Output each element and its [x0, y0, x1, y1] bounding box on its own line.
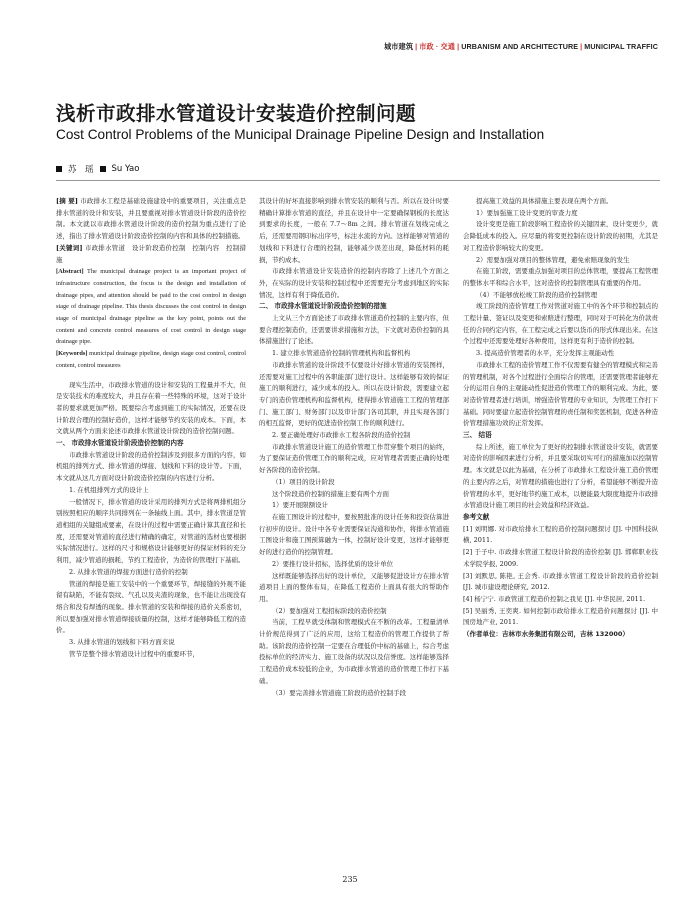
- reference-item: [2] 于子中. 市政排水管道工程设计阶段的造价控制 [J]. 邯郸职业技术学院学报, 2009.: [463, 548, 658, 568]
- abstract-cn: [56, 196, 246, 243]
- paragraph: 在施工图设计的过程中，要按照批准的设计任务和投资估算进行初步的设计。设计中各专业需要保证沟通和协作，将排水管道施工图设计和施工图预算融为一体，控制好设计变更，这样才能够更好的进行造价的控制管理。: [259, 512, 449, 557]
- abstract-cn-label: [摘 要]: [56, 197, 78, 205]
- subheading: （1）项目的设计阶段: [272, 477, 335, 486]
- author-en: Su Yao: [111, 164, 140, 174]
- paragraph: 现实生活中，市政排水管道的设计和安装的工程量并不大，但是安装技术的难度较大，并且存在着一些特殊的环境，这对于设计者的要求就更加严格。既要综合考虑到施工的实际情况，还要在设计阶段合理的控制好造价，这样才能够节约安装的成本。下面，本文就从两个方面来论述市政排水管道设计阶段的造价控制问题。: [56, 380, 246, 436]
- references-list: [463, 524, 658, 629]
- abstract-en: [56, 266, 246, 348]
- section-heading-3: 三、 结语: [463, 431, 492, 440]
- keywords-cn: [56, 243, 246, 266]
- paragraph: 竣工阶段的造价管理工作对管道对施工中的各个环节和控制点的工程计量、签证以及变更和索赔进行整理，同时对于可转化为价款责任的合同约定内容，在工程完成之后要以货币的形式体现出来。在这个过程中还需要处理好各种费用，这样更有利于造价的控制。: [463, 302, 658, 346]
- paragraph: 上文从三个方面论述了市政排水管道造价控制的主要内容，但要合理控制造价，还需要讲求措施和方法，下文就对造价控制的具体措施进行了论述。: [259, 314, 449, 346]
- paragraph: 提高施工效益的具体措施主要表现在两个方面。: [476, 197, 613, 205]
- paragraph: 市政排水管道设计施工的造价管理工作贯穿整个项目的始终，为了要保证造价管理工作的顺利完成，应对管理者需要正确的处理好各阶段的造价控制。: [259, 442, 449, 475]
- keywords-en-text: municipal drainage pipeline, design stage cost control, control content, control measures: [56, 350, 246, 369]
- paragraph: 设计变更是施工阶段影响工程造价的关键因素，设计变更少，就会降低成本的投入。应尽量的将变更控制在设计阶段的初期，尤其是对工程造价影响较大的变更。: [463, 220, 658, 252]
- subheading: 1. 建立排水管道造价控制的管理机构和监督机构: [272, 349, 411, 358]
- header-section: 城市建筑: [383, 42, 414, 51]
- subheading: 2. 从排水管道的焊接方面进行造价的控制: [69, 567, 188, 576]
- section-heading-1: 一、 市政排水管道设计阶段造价控制的内容: [56, 439, 184, 448]
- reference-item: [4] 杨宁宁. 市政管道工程造价控制之我见 [J]. 中华民居, 2011.: [463, 594, 646, 603]
- paragraph: 管节是整个排水管道设计过程中的重要环节，: [69, 649, 199, 658]
- paragraph: 市政排水工程的造价管理工作不仅需要有健全的管理模式和完善的管理机制，对各个过程进行全面综合的管理，还需要管理者能够充分的运用自身的主观能动性促进造价管理工作的顺利完成。为此，要对造价管理者进行培训，增强造价管理的专业知识，为管理工作打下基础。同时要建立起造价控制管理的责任制和奖惩机制，促进各种造价管理措施功效的正常发挥。: [463, 360, 658, 428]
- keywords-en: [56, 348, 246, 371]
- author-square-icon: [100, 166, 106, 172]
- keywords-cn-label: [关键词]: [56, 243, 83, 252]
- paragraph: 市政排水管道设计阶段的造价控制涉及到很多方面的内容，如机组的排列方式、排水管道的焊接、划线和下料的设计等。下面，本文就从这几方面对设计阶段造价控制的内容进行分析。: [56, 450, 246, 483]
- abstract-en-label: [Abstract]: [56, 268, 84, 276]
- subheading: 3. 从排水管道的划线和下料方面来说: [69, 638, 175, 647]
- reference-item: [1] 刘明娜. 对市政给排水工程的造价控制问题探讨 [J]. 中国科技纵横, 2011.: [463, 524, 658, 545]
- abstract-cn-text: 市政排水工程是基础设施建设中的重要项目，关注重点是排水管道的设计和安装，并且要重视对排水管道设计阶段的造价控制。本文就以市政排水管道设计阶段的造价控制为重点进行了论述，指出了排水管道设计阶段造价控制的内容和具体的控制措施。: [56, 197, 246, 241]
- subheading: 2）需要加强对项目的整体管理，避免索赔现象的发生: [476, 255, 630, 264]
- reference-item: [5] 吴丽秀, 王奕爽. 如何控制市政给排水工程造价问题探讨 [J]. 中国房地产业, 2011.: [463, 606, 658, 627]
- author-cn: 苏 瑶: [68, 165, 94, 175]
- paragraph: 一般情况下，排水管道的设计采用的排列方式是将两排机组分别按照相应的顺序共同排列在一条轴线上面。其中，排水管道是管道相组的关键组成要素，在设计的过程中需要正确计算其直径和长度，还需要对管道的直径进行精确的确定，对管道的选材也要根据实际情况进行。这样的尺寸和规格设计能够更好的保证材料的充分利用，减少管道的损耗，节约工程造价，为造价的管理打下基础。: [56, 497, 246, 565]
- author-affiliation: （作者单位：吉林市水务集团有限公司，吉林 132000）: [463, 630, 629, 639]
- title-rule: [56, 180, 660, 181]
- paragraph: 当前，工程早就受体制和管理模式在不断的改革。工程量清单计价规范得到了广泛的应用，这给工程造价的管理工作提供了帮助。该阶段的造价控制一定要在合理低价中标的基础上，综合考虑投标单位的经济实力、施工设备的状况以及信誉度。这样能够选择工程造价成本较低的企业，为市政排水管道的造价管理工作打下基础。: [259, 618, 449, 685]
- keywords-cn-text: 市政排水管道 设计阶段造价控制 控制内容 控制措施: [56, 243, 246, 264]
- paragraph: 在施工阶段，需要重点加强对项目的总体管理，要提高工程管理的整体水平和综合水平，这对造价的控制管理具有重要的作用。: [463, 267, 658, 287]
- abstract-en-text: The municipal drainage project is an important project of infrastructure construction, the focus is the design and installation of drainage pipes, and attention should be paid to the cost control in design stage of drainage pipeline. This thesis discusses the cost control in design stage of municipal drainage pipeline as the key point, points out the content and concrete control measures of cost control in design stage drainage pipe.: [56, 268, 247, 346]
- running-header: 城市建筑 | 市政 · 交通 | URBANISM AND ARCHITECTURE | MUNICIPAL TRAFFIC: [383, 42, 658, 51]
- paragraph: 综上所述，施工单位为了更好的控制排水管道设计安装，就需要对造价的影响因素进行分析，并且要采取切实可行的措施加以控制管理。本文就是以此为基础，在分析了市政排水工程设计施工造价管理的主要内容之后，对管理的措施也进行了分析，希望能够不断提升造价管理的水平，更好地节约施工成本，以便能最大限度地提升市政排水管道设计施工项目的社会效益和经济效益。: [463, 442, 658, 510]
- reference-item: [3] 刘默思, 陈艳, 王会秀. 市政排水管道工程设计阶段的造价控制 [J]. 城市建设理论研究, 2012.: [463, 571, 658, 592]
- paragraph: 市政排水管道的设计阶段不仅要设计好排水管道的安装图样，还需要对施工过程中的各职能部门进行设计。这样能够有效的保证施工的顺利进行，减少成本的投入。所以在设计阶段，需要建立起专门的造价管理机构和监督机构，使得排水管道施工工程的管理部门、施工部门、财务部门以及审计部门各司其职，并且实现各部门的相互监督，更好的促进造价控制工作的顺利进行。: [259, 360, 449, 428]
- subheading: （2）要加强对工程招标阶段的造价控制: [272, 606, 387, 615]
- author-line: [56, 163, 139, 175]
- header-tag: 市政 · 交通: [419, 42, 456, 51]
- header-journal: URBANISM AND ARCHITECTURE: [461, 42, 579, 51]
- page-number: 235: [342, 875, 358, 884]
- keywords-en-label: [Keywords]: [56, 350, 88, 358]
- article-title-cn: 浅析市政排水管道设计安装造价控制问题: [56, 102, 417, 125]
- author-square-icon: [56, 166, 62, 172]
- paragraph: 这样既能够选择出好的设计单位，又能够促进设计方在排水管道项目上面的整体布局，在降低工程造价上面具有很大的帮助作用。: [259, 571, 449, 603]
- subheading: 2）要推行设计招标，选择优质的设计单位: [272, 559, 394, 568]
- section-heading-2: 二、 市政排水管道设计阶段造价控制的措施: [259, 302, 387, 311]
- subheading: （3）要完善排水管道施工阶段的造价控制手段: [272, 688, 407, 697]
- subheading: 2. 要正确处理好市政排水工程各阶段的造价控制: [272, 431, 411, 440]
- subheading: 1. 在机组排列方式的设计上: [69, 485, 149, 494]
- paragraph: 市政排水管道设计安装造价的控制内容除了上述几个方面之外，在实际的设计安装和控制过程中还需要充分考虑到地区的实际情况，这样有利于降低造价。: [259, 267, 449, 299]
- subheading: （4）不能够放松竣工阶段的造价控制管理: [476, 290, 598, 299]
- column-1: [56, 196, 246, 660]
- header-rubric: MUNICIPAL TRAFFIC: [584, 42, 658, 51]
- paragraph: 管道的焊接是施工安装中的一个重要环节，焊接缝的外观不能留有缺陷，不能有裂纹、气孔以及夹渣的现象，也不能让出现没有熔合和没有焊透的现象。排水管道的安装和焊接的造价关系密切，所以要加强对排水管道焊接质量的控制，这样才能够降低工程的造价。: [56, 579, 246, 635]
- references-heading: 参考文献: [463, 512, 490, 521]
- subheading: 3. 提高造价管理者的水平，充分发挥主观能动性: [476, 349, 615, 358]
- subheading: 1）要开展限额设计: [272, 501, 329, 510]
- paragraph: 这个阶段造价控制的措施主要有两个方面: [272, 489, 389, 498]
- article-title-en: Cost Control Problems of the Municipal Drainage Pipeline Design and Installation: [56, 127, 545, 142]
- column-3: [463, 196, 658, 641]
- subheading: 1）要加强施工设计变更的审查力度: [476, 208, 578, 217]
- column-2: [259, 196, 449, 699]
- paragraph: 其设计的好坏直接影响到排水管安装的顺利与否。所以在设计时要精确计算排水管道的直径，并且在设计中一定要确保钢板的长度达到要求的长度，一般在 7.7～8m 之间。排水管道在划线完成之后，还需要用钢印标出序号，标注水流的方向。这样能够对管道的划线和下料进行合理的控制，能够减少误差出现，降低材料的耗损，节约成本。: [259, 197, 449, 264]
